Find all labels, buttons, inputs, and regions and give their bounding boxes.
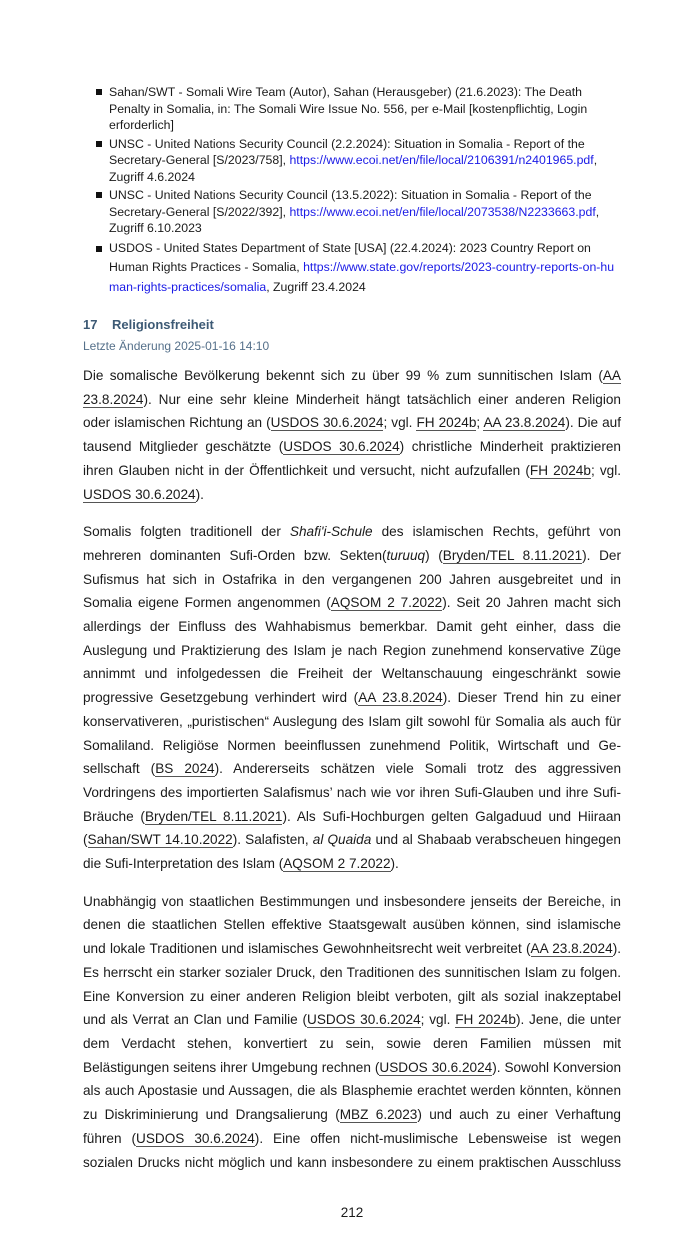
paragraph xyxy=(83,520,621,876)
reference-list xyxy=(96,84,624,297)
italic-text: turuuq xyxy=(386,547,426,563)
italic-text: Shafi'i-Schule xyxy=(289,524,373,540)
text: ) und auch zu einer Verhaftung führen ( xyxy=(83,1107,621,1146)
square-bullet-icon xyxy=(96,192,102,198)
citation-link[interactable]: AA 23.8.2024 xyxy=(358,690,443,706)
citation-link[interactable]: AQSOM 2 7.2022 xyxy=(330,595,443,611)
text: ). Der Sufismus hat sich in Ostafrika in den vergangenen 200 Jahren ausgebreitet und in Somalia eigene Formen angenommen ( xyxy=(83,547,621,611)
text: ). Als Sufi-Hochburgen gelten Galgaduud und Hiiraan ( xyxy=(83,808,621,848)
citation-link[interactable]: USDOS 30.6.2024 xyxy=(270,415,384,431)
paragraph xyxy=(83,364,621,506)
text: ; xyxy=(476,415,484,431)
reference-item: UNSC - United Nations Security Council (13.5.2022): Situation in Somalia - Report of the Secretary-General [S/2022/392], https://www.ecoi.net/en/file/local/2073538/N2233663.pdf, Zugriff 6.10.2023 xyxy=(96,187,624,237)
square-bullet-icon xyxy=(96,246,102,252)
text: Unabhängig von staatlichen Bestimmungen und insbesondere jenseits der Bereiche, in denen die staatlichen Stellen effektive Staatsgewalt ausüben können, sind islamische und lokale Traditionen und islamisches Gewohnheitsrecht weit verbreitet ( xyxy=(83,893,621,957)
text: und al Shabaab verabscheuen hingegen die Sufi-Interpretation des Islam ( xyxy=(83,832,621,872)
page-number: 212 xyxy=(340,1205,364,1221)
text: Die somalische Bevölkerung bekennt sich zu über 99 % zum sunnitischen Islam ( xyxy=(83,368,603,383)
citation-link[interactable]: BS 2024 xyxy=(155,761,215,777)
citation-link[interactable]: USDOS 30.6.2024 xyxy=(83,486,196,502)
reference-item: UNSC - United Nations Security Council (2.2.2024): Situation in Somalia - Report of the Secretary-General [S/2023/758], https://www.ecoi.net/en/file/local/2106391/n2401965.pdf, Zugriff 4.6.2024 xyxy=(96,136,624,186)
text: ). Salafisten, xyxy=(232,832,313,848)
reference-link[interactable]: https://www.ecoi.net/en/file/local/2106391/n2401965.pdf xyxy=(289,153,594,167)
paragraph xyxy=(83,890,621,1174)
text: ; vgl. xyxy=(420,1012,456,1028)
square-bullet-icon xyxy=(96,141,102,147)
text: ). Eine offen nicht-muslimische Lebensweise ist wegen sozialen Drucks nicht möglich und kann insbesondere zu einem praktischen Ausschluss xyxy=(83,1130,622,1170)
reference-item: USDOS - United States Department of State [USA] (22.4.2024): 2023 Country Report on Human Rights Practices - Somalia, https://www.state.gov/reports/2023-country-reports-on-human-rights-practices/somalia, Zugriff 23.4.2024 xyxy=(96,239,624,298)
text: ). Jene, die unter dem Verdacht stehen, konvertiert zu sein, sowie deren Familien müssen mit Belästigungen seitens ihrer Umgebung rechnen ( xyxy=(83,1012,622,1075)
section-body xyxy=(83,364,621,1174)
citation-link[interactable]: AA 23.8.2024 xyxy=(530,941,613,957)
citation-link[interactable]: USDOS 30.6.2024 xyxy=(307,1012,421,1028)
section-title: Religionsfreiheit xyxy=(112,317,214,332)
reference-item: Sahan/SWT - Somali Wire Team (Autor), Sahan (Herausgeber) (21.6.2023): The Death Penalty in Somalia, in: The Somali Wire Issue No. 556, per e-Mail [kostenpflichtig, Login erforderlich] xyxy=(96,84,624,134)
italic-text: al Quaida xyxy=(312,832,372,848)
citation-link[interactable]: Bryden/TEL 8.11.2021 xyxy=(442,547,583,563)
citation-link[interactable]: AQSOM 2 7.2022 xyxy=(283,856,391,872)
text: ) ( xyxy=(425,547,443,563)
citation-link[interactable]: USDOS 30.6.2024 xyxy=(136,1130,255,1146)
text: ). xyxy=(390,856,399,872)
text: des islamischen Rechts, geführt von mehreren dominanten Sufi-Orden bzw. Sekten( xyxy=(83,524,621,563)
citation-link[interactable]: Bryden/TEL 8.11.2021 xyxy=(144,808,283,824)
square-bullet-icon xyxy=(96,89,102,95)
reference-link[interactable]: https://www.ecoi.net/en/file/local/2073538/N2233663.pdf xyxy=(289,204,596,219)
text: ). Die auf tausend Mitglieder geschätzte ( xyxy=(83,415,622,455)
text: ) christliche Minderheit praktizieren ihren Glauben nicht in der Öffentlichkeit und versucht, nicht aufzufallen ( xyxy=(83,439,621,478)
citation-link[interactable]: USDOS 30.6.2024 xyxy=(283,439,400,455)
text: ; vgl. xyxy=(590,462,621,478)
text: ). Nur eine sehr kleine Minderheit hängt tatsächlich einer anderen Religion oder islamischen Richtung an ( xyxy=(83,391,621,431)
citation-link[interactable]: USDOS 30.6.2024 xyxy=(379,1059,493,1075)
text: ). Sowohl Konversion als auch Apostasie und Aussagen, die als Blasphemie erachtet werden könnten, können zu Diskriminierung und Drangsalierung ( xyxy=(83,1059,622,1123)
text: ). xyxy=(195,486,204,502)
citation-link[interactable]: MBZ 6.2023 xyxy=(339,1107,418,1123)
section-number: 17 xyxy=(83,317,98,332)
section-heading xyxy=(83,317,621,333)
text: ). Andererseits schätzen viele Somali trotz des aggressiven Vordringens des importierten Salafismus’ nach wie vor ihren Sufi-Glauben und ihre Sufi-Bräuche ( xyxy=(83,761,622,824)
text: ; vgl. xyxy=(383,415,417,431)
text: Somalis folgten traditionell der xyxy=(83,524,290,540)
citation-link[interactable]: AA 23.8.2024 xyxy=(83,368,621,407)
last-change: Letzte Änderung 2025-01-16 14:10 xyxy=(83,339,270,353)
text: ). Seit 20 Jahren macht sich allerdings der Einfluss des Wahhabismus bemerkbar. Damit geht einher, dass die Auslegung und Praktizierung des Islam je nach Region zunehmend konservative Züge annimmt und infolgedessen die Freiheit der Weltanschauung eingeschränkt sowie progressive Gesetzgebung verhindert wird ( xyxy=(83,595,621,706)
reference-link[interactable]: https://www.state.gov/reports/2023-country-reports-on-human-rights-practices/somalia xyxy=(109,260,615,294)
citation-link[interactable]: FH 2024b xyxy=(455,1012,516,1028)
citation-link[interactable]: Sahan/SWT 14.10.2022 xyxy=(87,832,233,848)
citation-link[interactable]: FH 2024b xyxy=(416,415,477,431)
citation-link[interactable]: FH 2024b xyxy=(529,462,591,478)
text: ). Es herrscht ein starker sozialer Druck, den Traditionen des sunnitischen Islam zu folgen. Eine Konversion zu einer anderen Religion bleibt verboten, gilt als sozial inakzeptabel und als Verrat an Clan und Familie ( xyxy=(83,941,621,1028)
citation-link[interactable]: AA 23.8.2024 xyxy=(483,415,566,431)
text: ). Dieser Trend hin zu einer konservativeren, „puristischen“ Auslegung des Islam gilt sowohl für Somalia als auch für Somaliland. Religiöse Normen beeinflussen zunehmend Politik, Wirtschaft und Gesellschaft ( xyxy=(83,690,622,777)
